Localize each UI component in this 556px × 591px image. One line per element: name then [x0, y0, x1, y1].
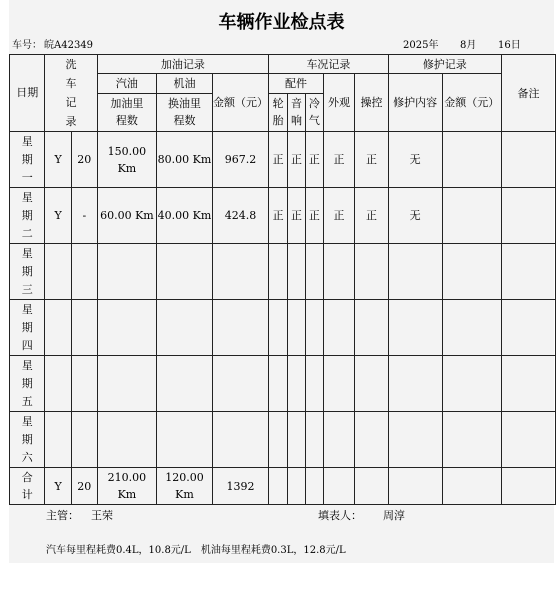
row-wash-amount: -: [71, 188, 97, 244]
header-repair-content: 修护内容: [388, 74, 442, 132]
header-exterior: 外观: [323, 74, 354, 132]
total-label: [10, 468, 45, 505]
row-audio: [288, 356, 306, 412]
header-condition-group: 车况记录: [269, 55, 388, 74]
total-row: [10, 468, 556, 505]
row-wash-amount: [71, 356, 97, 412]
total-amount: 1392: [212, 468, 268, 505]
row-amount: [212, 300, 268, 356]
row-tire: [269, 300, 288, 356]
total-empty: [269, 468, 288, 505]
row-day: [10, 132, 45, 188]
row-fuel-mileage: [97, 300, 157, 356]
row-repair: [388, 300, 442, 356]
header-repair-group: 修护记录: [388, 55, 501, 74]
row-oil-mileage: 40.00 Km: [157, 188, 213, 244]
total-empty: [442, 468, 501, 505]
row-wash-amount: [71, 412, 97, 468]
row-control: [355, 300, 388, 356]
supervisor-label: 主管：: [46, 509, 79, 522]
total-empty: [288, 468, 306, 505]
total-oil-mileage: 120.00 Km: [157, 468, 213, 505]
row-day: [10, 300, 45, 356]
row-day-label: 星期五: [21, 358, 33, 408]
header-fuel-group: 加油记录: [97, 55, 269, 74]
row-day-label: 星期四: [21, 302, 33, 352]
row-repair-amount: [442, 188, 501, 244]
row-oil-mileage: [157, 412, 213, 468]
row-amount: 967.2: [212, 132, 268, 188]
table-row: [10, 412, 556, 468]
header-tire: [269, 93, 288, 132]
row-exterior: [323, 356, 354, 412]
header-engine-oil: 机油: [157, 74, 213, 94]
row-fuel-mileage: [97, 412, 157, 468]
header-repair-amount: 金额（元）: [442, 74, 501, 132]
row-fuel-mileage: 60.00 Km: [97, 188, 157, 244]
row-oil-mileage: [157, 300, 213, 356]
row-day: [10, 188, 45, 244]
row-remarks: [501, 356, 555, 412]
header-ac: [305, 93, 323, 132]
row-audio: [288, 412, 306, 468]
row-repair: 无: [388, 132, 442, 188]
row-day: [10, 244, 45, 300]
row-remarks: [501, 300, 555, 356]
row-exterior: [323, 244, 354, 300]
row-remarks: [501, 412, 555, 468]
total-empty: [501, 468, 555, 505]
consumption-note: 汽车每里程耗费0.4L，10.8元/L 机油每里程耗费0.3L，12.8元/L: [46, 545, 346, 556]
row-control: 正: [355, 132, 388, 188]
row-control: [355, 412, 388, 468]
row-fuel-mileage: [97, 356, 157, 412]
row-exterior: 正: [323, 188, 354, 244]
header-ac-label: 冷气: [308, 97, 320, 128]
row-wash: Y: [45, 188, 72, 244]
row-day-label: 星期一: [21, 134, 33, 184]
row-day: [10, 356, 45, 412]
plate-value: 皖A42349: [44, 40, 94, 51]
row-remarks: [501, 244, 555, 300]
total-wash-amount: 20: [71, 468, 97, 505]
table-row: [10, 356, 556, 412]
filler-label: 填表人：: [318, 509, 362, 522]
filler-name: 周淳: [383, 509, 405, 522]
header-gasoline: 汽油: [97, 74, 157, 94]
row-repair-amount: [442, 356, 501, 412]
header-wash: [45, 55, 97, 132]
row-day-label: 星期六: [21, 414, 33, 464]
table-row: [10, 188, 556, 244]
row-remarks: [501, 188, 555, 244]
table-row: [10, 300, 556, 356]
total-label-text: 合计: [21, 471, 33, 501]
row-amount: [212, 244, 268, 300]
total-empty: [355, 468, 388, 505]
row-fuel-mileage: 150.00 Km: [97, 132, 157, 188]
row-wash: [45, 300, 72, 356]
row-tire: 正: [269, 188, 288, 244]
row-ac: [305, 300, 323, 356]
row-tire: [269, 356, 288, 412]
page-title: 车辆作业检点表: [218, 12, 345, 33]
header-audio: [288, 93, 306, 132]
row-day-label: 星期三: [21, 246, 33, 296]
row-ac: [305, 244, 323, 300]
row-audio: [288, 244, 306, 300]
header-fuel-mileage: [97, 93, 157, 132]
row-wash: [45, 244, 72, 300]
row-repair-amount: [442, 132, 501, 188]
header-oil-mileage: [157, 93, 213, 132]
row-tire: [269, 244, 288, 300]
table-row: [10, 132, 556, 188]
header-remarks: 备注: [501, 55, 555, 132]
header-audio-label: 音响: [290, 97, 302, 128]
header-oil-mileage-label: 换油里程数: [167, 97, 201, 128]
row-control: 正: [355, 188, 388, 244]
header-wash-label: 洗车记录: [65, 58, 77, 128]
row-ac: [305, 412, 323, 468]
row-wash-amount: 20: [71, 132, 97, 188]
row-repair-amount: [442, 300, 501, 356]
row-wash-amount: [71, 300, 97, 356]
row-remarks: [501, 132, 555, 188]
row-amount: [212, 356, 268, 412]
row-exterior: [323, 300, 354, 356]
row-repair: 无: [388, 188, 442, 244]
total-empty: [305, 468, 323, 505]
row-day-label: 星期二: [21, 190, 33, 240]
row-oil-mileage: 80.00 Km: [157, 132, 213, 188]
row-tire: 正: [269, 132, 288, 188]
total-wash: Y: [45, 468, 72, 505]
row-fuel-mileage: [97, 244, 157, 300]
row-ac: [305, 356, 323, 412]
row-audio: 正: [288, 188, 306, 244]
row-audio: 正: [288, 132, 306, 188]
row-wash: [45, 412, 72, 468]
row-wash: Y: [45, 132, 72, 188]
row-wash: [45, 356, 72, 412]
date-month: 8月: [460, 40, 477, 51]
row-exterior: [323, 412, 354, 468]
table-row: [10, 244, 556, 300]
date-year: 2025年: [403, 40, 439, 51]
row-repair: [388, 244, 442, 300]
row-repair-amount: [442, 244, 501, 300]
row-repair: [388, 356, 442, 412]
row-day: [10, 412, 45, 468]
total-fuel-mileage: 210.00 Km: [97, 468, 157, 505]
supervisor-name: 王荣: [91, 509, 113, 522]
row-audio: [288, 300, 306, 356]
header-control: 操控: [355, 74, 388, 132]
row-wash-amount: [71, 244, 97, 300]
header-date: [10, 55, 45, 132]
row-oil-mileage: [157, 244, 213, 300]
inspection-table: [9, 54, 556, 505]
row-tire: [269, 412, 288, 468]
header-tire-label: 轮胎: [272, 97, 284, 128]
header-date-label: 日期: [16, 86, 39, 99]
header-amount: 金额（元）: [212, 74, 268, 132]
row-amount: [212, 412, 268, 468]
row-repair-amount: [442, 412, 501, 468]
row-control: [355, 356, 388, 412]
row-amount: 424.8: [212, 188, 268, 244]
header-parts: 配件: [269, 74, 324, 94]
row-control: [355, 244, 388, 300]
row-oil-mileage: [157, 356, 213, 412]
row-ac: 正: [305, 132, 323, 188]
header-fuel-mileage-label: 加油里程数: [110, 97, 144, 128]
row-repair: [388, 412, 442, 468]
row-ac: 正: [305, 188, 323, 244]
plate-label: 车号：: [12, 40, 42, 51]
total-empty: [323, 468, 354, 505]
total-empty: [388, 468, 442, 505]
row-exterior: 正: [323, 132, 354, 188]
date-day: 16日: [498, 40, 521, 51]
